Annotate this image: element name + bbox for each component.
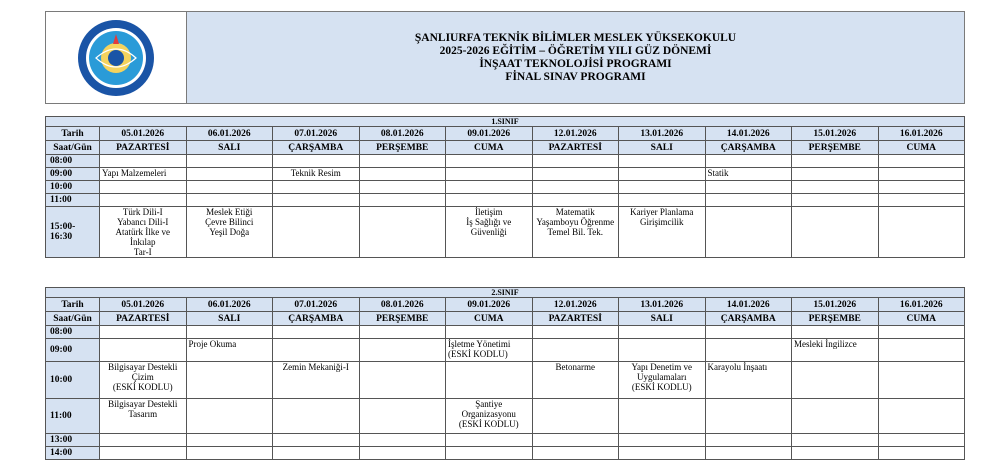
table-row bbox=[46, 362, 965, 399]
table-row bbox=[46, 339, 965, 362]
exam-cell bbox=[186, 399, 273, 434]
exam-cell bbox=[100, 326, 187, 339]
course-line: Atatürk İlke ve İnkılap bbox=[115, 227, 170, 247]
exam-cell bbox=[792, 362, 879, 399]
course-line: Çevre Bilinci bbox=[205, 217, 254, 227]
exam-cell bbox=[359, 207, 446, 258]
day-cell: ÇARŞAMBA bbox=[273, 141, 360, 155]
day-cell: PERŞEMBE bbox=[792, 312, 879, 326]
time-slot: 10:00 bbox=[46, 362, 100, 399]
exam-cell bbox=[100, 194, 187, 207]
exam-cell bbox=[878, 447, 965, 460]
exam-cell bbox=[100, 362, 187, 399]
exam-cell bbox=[100, 399, 187, 434]
day-cell: PERŞEMBE bbox=[359, 312, 446, 326]
course-name: Yapı Malzemeleri bbox=[102, 168, 167, 178]
course-line: Güvenliği bbox=[470, 227, 507, 237]
class-title: 2.SINIF bbox=[46, 288, 965, 298]
date-cell: 08.01.2026 bbox=[359, 298, 446, 312]
exam-cell bbox=[359, 362, 446, 399]
day-cell: PAZARTESİ bbox=[100, 141, 187, 155]
exam-cell bbox=[705, 326, 792, 339]
course-name: Teknik Resim bbox=[290, 168, 341, 178]
exam-cell bbox=[359, 194, 446, 207]
day-cell: PERŞEMBE bbox=[359, 141, 446, 155]
course-line: Yaşamboyu Öğrenme bbox=[536, 217, 615, 227]
exam-cell bbox=[273, 326, 360, 339]
date-cell: 14.01.2026 bbox=[705, 298, 792, 312]
date-cell: 13.01.2026 bbox=[619, 127, 706, 141]
exam-cell bbox=[186, 447, 273, 460]
exam-cell bbox=[446, 194, 533, 207]
course-line: Türk Dili-I bbox=[122, 207, 163, 217]
exam-cell bbox=[100, 168, 187, 181]
table-row bbox=[46, 207, 965, 258]
course-name: Proje Okuma bbox=[188, 339, 237, 349]
exam-cell bbox=[273, 155, 360, 168]
day-header-row bbox=[46, 141, 965, 155]
course-line: Organizasyonu bbox=[461, 409, 516, 419]
exam-cell bbox=[359, 434, 446, 447]
exam-cell bbox=[705, 339, 792, 362]
exam-cell bbox=[619, 326, 706, 339]
course-line: Şantiye bbox=[475, 399, 503, 409]
course-line: Çizim bbox=[131, 372, 154, 382]
day-cell: CUMA bbox=[446, 312, 533, 326]
exam-cell bbox=[619, 434, 706, 447]
date-cell: 16.01.2026 bbox=[878, 127, 965, 141]
exam-cell bbox=[878, 194, 965, 207]
day-cell: ÇARŞAMBA bbox=[705, 312, 792, 326]
date-header-row bbox=[46, 298, 965, 312]
exam-cell bbox=[619, 155, 706, 168]
exam-cell bbox=[792, 155, 879, 168]
exam-cell bbox=[532, 399, 619, 434]
table-row bbox=[46, 194, 965, 207]
tarih-label: Tarih bbox=[46, 127, 100, 141]
date-cell: 09.01.2026 bbox=[446, 127, 533, 141]
date-cell: 14.01.2026 bbox=[705, 127, 792, 141]
exam-cell bbox=[273, 194, 360, 207]
exam-cell bbox=[792, 207, 879, 258]
exam-cell bbox=[100, 155, 187, 168]
exam-cell bbox=[792, 168, 879, 181]
exam-cell bbox=[878, 434, 965, 447]
exam-cell bbox=[705, 207, 792, 258]
date-cell: 13.01.2026 bbox=[619, 298, 706, 312]
course-line: (ESKİ KODLU) bbox=[458, 419, 519, 429]
time-slot: 09:00 bbox=[46, 339, 100, 362]
program-name: İNŞAAT TEKNOLOJİSİ PROGRAMI bbox=[479, 57, 672, 70]
exam-cell bbox=[100, 181, 187, 194]
time-slot: 08:00 bbox=[46, 155, 100, 168]
exam-cell bbox=[705, 362, 792, 399]
day-header-row bbox=[46, 312, 965, 326]
exam-cell bbox=[619, 207, 706, 258]
course-line: Uygulamaları bbox=[637, 372, 687, 382]
exam-cell bbox=[792, 399, 879, 434]
exam-cell bbox=[273, 207, 360, 258]
day-cell: PAZARTESİ bbox=[532, 312, 619, 326]
exam-cell bbox=[705, 168, 792, 181]
exam-cell bbox=[792, 181, 879, 194]
date-cell: 06.01.2026 bbox=[186, 127, 273, 141]
day-cell: CUMA bbox=[878, 312, 965, 326]
exam-cell bbox=[792, 194, 879, 207]
exam-cell bbox=[619, 362, 706, 399]
day-cell: PAZARTESİ bbox=[100, 312, 187, 326]
exam-cell bbox=[532, 194, 619, 207]
exam-cell bbox=[532, 339, 619, 362]
document-header bbox=[45, 11, 965, 104]
class-title-row bbox=[46, 288, 965, 298]
exam-cell bbox=[273, 434, 360, 447]
day-cell: CUMA bbox=[878, 141, 965, 155]
exam-cell bbox=[532, 362, 619, 399]
course-line: Yapı Denetim ve bbox=[631, 362, 693, 372]
exam-cell bbox=[792, 339, 879, 362]
exam-cell bbox=[446, 207, 533, 258]
exam-cell bbox=[532, 155, 619, 168]
exam-cell bbox=[619, 168, 706, 181]
day-cell: CUMA bbox=[446, 141, 533, 155]
date-cell: 15.01.2026 bbox=[792, 298, 879, 312]
date-cell: 06.01.2026 bbox=[186, 298, 273, 312]
date-cell: 08.01.2026 bbox=[359, 127, 446, 141]
exam-cell bbox=[878, 207, 965, 258]
exam-cell bbox=[532, 326, 619, 339]
table-row bbox=[46, 434, 965, 447]
date-cell: 05.01.2026 bbox=[100, 127, 187, 141]
day-cell: SALI bbox=[186, 312, 273, 326]
time-slot: 10:00 bbox=[46, 181, 100, 194]
academic-term: 2025-2026 EĞİTİM – ÖĞRETİM YILI GÜZ DÖNEMİ bbox=[439, 44, 712, 57]
exam-cell bbox=[619, 447, 706, 460]
exam-cell bbox=[792, 447, 879, 460]
exam-cell bbox=[705, 434, 792, 447]
exam-cell bbox=[878, 181, 965, 194]
exam-cell bbox=[705, 194, 792, 207]
exam-cell bbox=[186, 155, 273, 168]
exam-cell bbox=[359, 181, 446, 194]
exam-cell bbox=[359, 326, 446, 339]
exam-cell bbox=[446, 155, 533, 168]
course-line: İş Sağlığı ve bbox=[466, 217, 512, 227]
exam-cell bbox=[446, 326, 533, 339]
course-name: İşletme Yönetimi (ESKİ KODLU) bbox=[448, 339, 511, 359]
date-cell: 15.01.2026 bbox=[792, 127, 879, 141]
day-cell: SALI bbox=[619, 141, 706, 155]
course-line: Girişimcilik bbox=[640, 217, 684, 227]
exam-cell bbox=[186, 326, 273, 339]
date-cell: 12.01.2026 bbox=[532, 127, 619, 141]
table-row bbox=[46, 326, 965, 339]
course-name: Zemin Mekaniği-I bbox=[282, 362, 349, 372]
exam-cell bbox=[186, 207, 273, 258]
university-logo-cell bbox=[46, 12, 187, 103]
institution-name: ŞANLIURFA TEKNİK BİLİMLER MESLEK YÜKSEKOKULU bbox=[414, 31, 737, 44]
course-line: İletişim bbox=[475, 207, 503, 217]
course-line: Bilgisayar Destekli bbox=[108, 399, 178, 409]
course-name: Mesleki İngilizce bbox=[794, 339, 857, 349]
exam-cell bbox=[100, 339, 187, 362]
exam-cell bbox=[619, 181, 706, 194]
tarih-label: Tarih bbox=[46, 298, 100, 312]
exam-cell bbox=[273, 362, 360, 399]
exam-cell bbox=[186, 434, 273, 447]
exam-cell bbox=[273, 181, 360, 194]
exam-cell bbox=[705, 181, 792, 194]
exam-cell bbox=[100, 434, 187, 447]
course-line: Tasarım bbox=[128, 409, 158, 419]
document-title-block bbox=[187, 12, 964, 103]
course-name: Statik bbox=[707, 168, 729, 178]
time-slot: 09:00 bbox=[46, 168, 100, 181]
table-row bbox=[46, 168, 965, 181]
exam-cell bbox=[705, 447, 792, 460]
exam-cell bbox=[100, 207, 187, 258]
exam-cell bbox=[359, 399, 446, 434]
exam-cell bbox=[878, 362, 965, 399]
course-line: (ESKİ KODLU) bbox=[112, 382, 173, 392]
exam-cell bbox=[532, 434, 619, 447]
exam-cell bbox=[705, 155, 792, 168]
time-slot: 14:00 bbox=[46, 447, 100, 460]
date-cell: 09.01.2026 bbox=[446, 298, 533, 312]
class-title-row bbox=[46, 117, 965, 127]
document-title: FİNAL SINAV PROGRAMI bbox=[505, 70, 646, 83]
course-line: Kariyer Planlama bbox=[630, 207, 694, 217]
course-line: Yeşil Doğa bbox=[209, 227, 250, 237]
exam-cell bbox=[186, 362, 273, 399]
exam-cell bbox=[619, 194, 706, 207]
day-cell: SALI bbox=[619, 312, 706, 326]
table-row bbox=[46, 447, 965, 460]
exam-cell bbox=[705, 399, 792, 434]
exam-cell bbox=[878, 399, 965, 434]
exam-cell bbox=[532, 447, 619, 460]
class-title: 1.SINIF bbox=[46, 117, 965, 127]
course-line: (ESKİ KODLU) bbox=[631, 382, 692, 392]
exam-cell bbox=[273, 447, 360, 460]
course-line: Temel Bil. Tek. bbox=[547, 227, 604, 237]
exam-cell bbox=[878, 168, 965, 181]
exam-cell bbox=[532, 168, 619, 181]
saat-gun-label: Saat/Gün bbox=[46, 141, 100, 155]
exam-cell bbox=[446, 362, 533, 399]
date-cell: 12.01.2026 bbox=[532, 298, 619, 312]
exam-cell bbox=[532, 207, 619, 258]
day-cell: SALI bbox=[186, 141, 273, 155]
exam-cell bbox=[446, 168, 533, 181]
date-cell: 07.01.2026 bbox=[273, 298, 360, 312]
exam-cell bbox=[619, 399, 706, 434]
exam-cell bbox=[359, 339, 446, 362]
exam-cell bbox=[186, 181, 273, 194]
date-cell: 16.01.2026 bbox=[878, 298, 965, 312]
day-cell: PERŞEMBE bbox=[792, 141, 879, 155]
exam-cell bbox=[878, 326, 965, 339]
exam-cell bbox=[100, 447, 187, 460]
day-cell: PAZARTESİ bbox=[532, 141, 619, 155]
table-row bbox=[46, 155, 965, 168]
exam-cell bbox=[446, 447, 533, 460]
exam-cell bbox=[186, 168, 273, 181]
time-slot: 08:00 bbox=[46, 326, 100, 339]
exam-cell bbox=[532, 181, 619, 194]
day-cell: ÇARŞAMBA bbox=[705, 141, 792, 155]
exam-cell bbox=[446, 181, 533, 194]
exam-cell bbox=[446, 399, 533, 434]
exam-cell bbox=[273, 339, 360, 362]
exam-cell bbox=[878, 339, 965, 362]
course-line: Matematik bbox=[555, 207, 595, 217]
exam-cell bbox=[273, 399, 360, 434]
exam-cell bbox=[359, 168, 446, 181]
course-line: Bilgisayar Destekli bbox=[108, 362, 178, 372]
class1-exam-table bbox=[45, 116, 965, 258]
saat-gun-label: Saat/Gün bbox=[46, 312, 100, 326]
exam-cell bbox=[359, 447, 446, 460]
course-line: Tar-I bbox=[133, 247, 152, 257]
exam-cell bbox=[186, 339, 273, 362]
exam-cell bbox=[792, 434, 879, 447]
exam-cell bbox=[619, 339, 706, 362]
exam-cell bbox=[273, 168, 360, 181]
course-name: Karayolu İnşaatı bbox=[707, 362, 768, 372]
time-slot: 11:00 bbox=[46, 399, 100, 434]
course-line: Meslek Etiği bbox=[206, 207, 253, 217]
course-name: Betonarme bbox=[555, 362, 595, 372]
table-row bbox=[46, 181, 965, 194]
exam-cell bbox=[186, 194, 273, 207]
course-line: Yabancı Dili-I bbox=[117, 217, 169, 227]
university-seal-logo bbox=[76, 18, 156, 98]
class2-exam-table bbox=[45, 287, 965, 460]
exam-cell bbox=[792, 326, 879, 339]
date-cell: 07.01.2026 bbox=[273, 127, 360, 141]
time-slot: 13:00 bbox=[46, 434, 100, 447]
exam-cell bbox=[878, 155, 965, 168]
table-row bbox=[46, 399, 965, 434]
exam-cell bbox=[446, 434, 533, 447]
exam-cell bbox=[446, 339, 533, 362]
day-cell: ÇARŞAMBA bbox=[273, 312, 360, 326]
date-header-row bbox=[46, 127, 965, 141]
exam-cell bbox=[359, 155, 446, 168]
time-slot: 11:00 bbox=[46, 194, 100, 207]
time-slot: 15:00-16:30 bbox=[46, 207, 100, 258]
date-cell: 05.01.2026 bbox=[100, 298, 187, 312]
